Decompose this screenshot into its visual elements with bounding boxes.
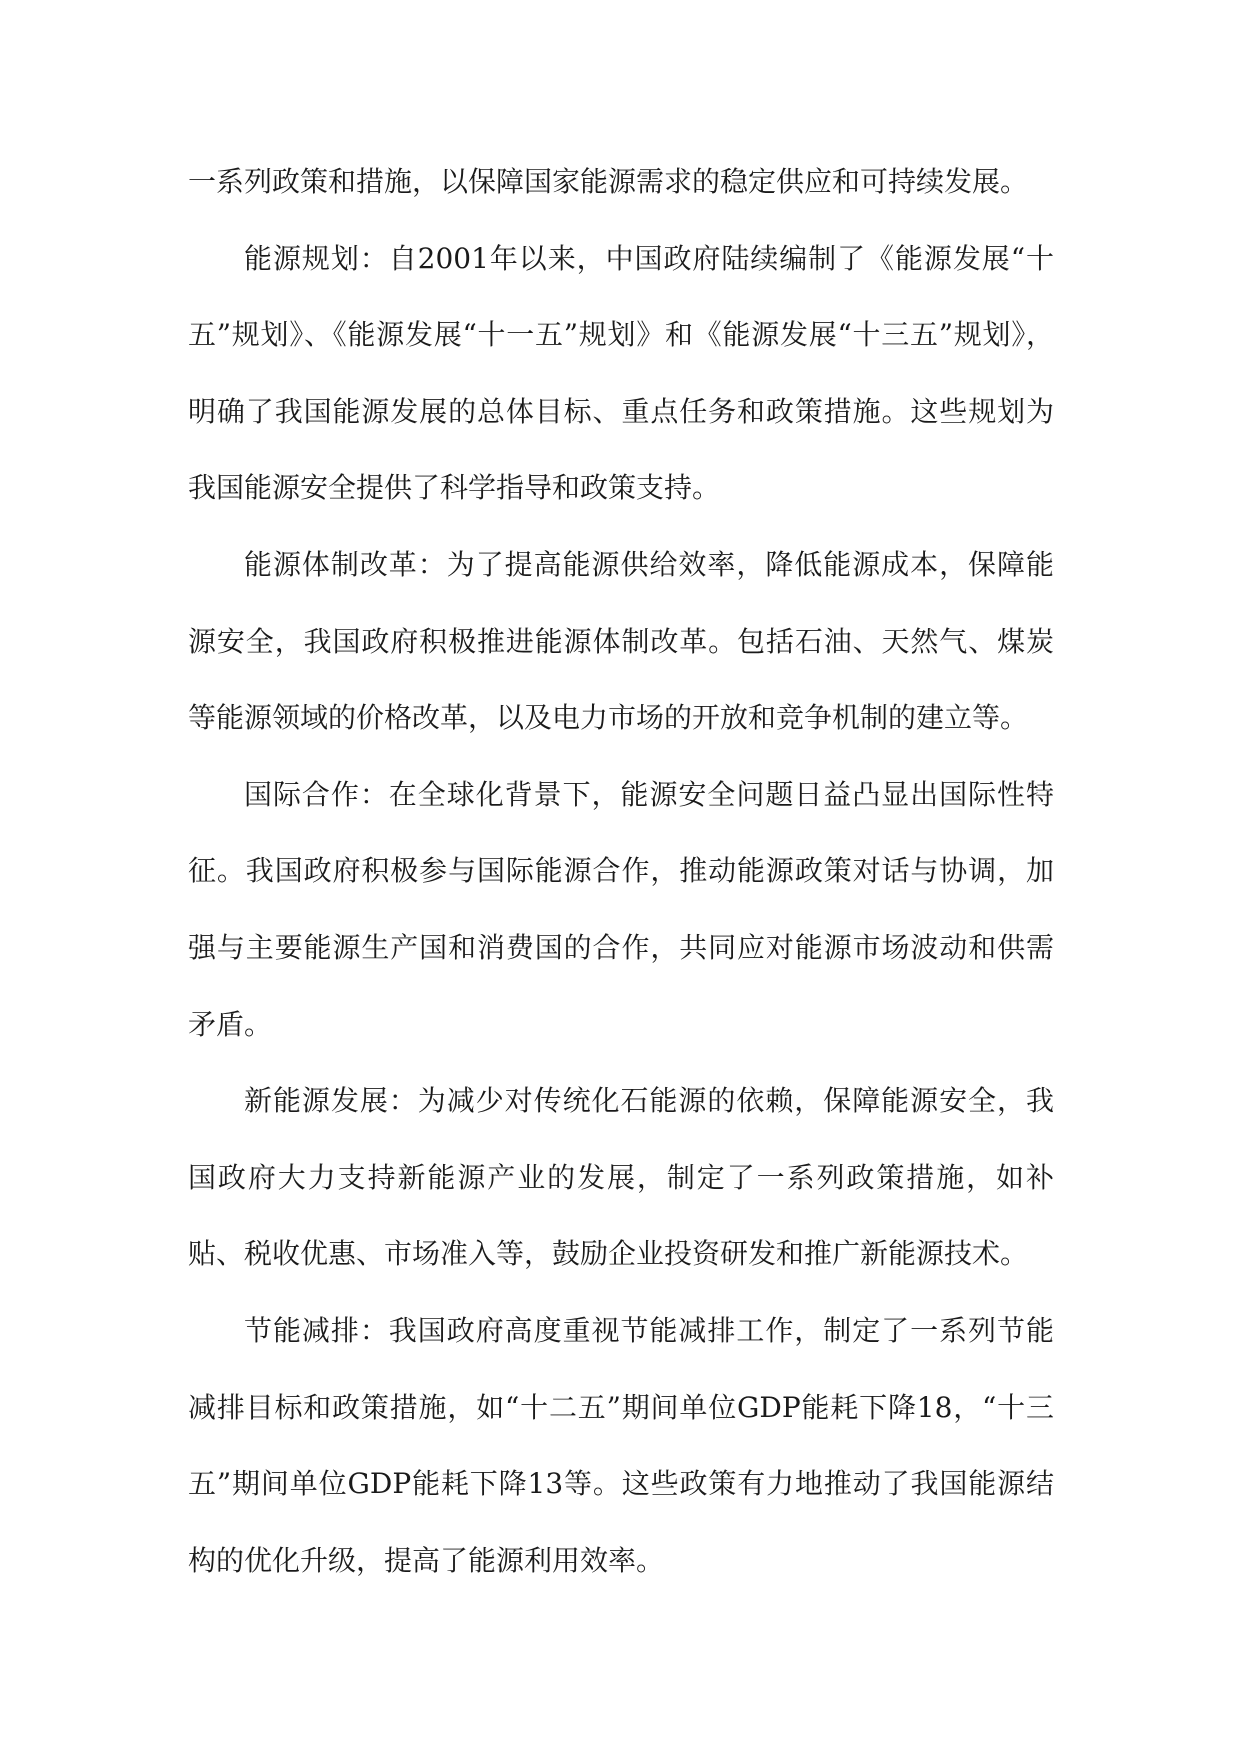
paragraph-continuation: 一系列政策和措施，以保障国家能源需求的稳定供应和可持续发展。 — [188, 165, 1029, 198]
paragraph-energy-planning: 能源规划：自2001年以来，中国政府陆续编制了《能源发展“十五”规划》、《能源发展“十一五”规划》和《能源发展“十三五”规划》，明确了我国能源发展的总体目标、重点任务和政策措施。这些规划为我国能源安全提供了科学指导和政策支持。 — [188, 241, 1054, 505]
document-body — [188, 144, 1054, 1599]
paragraph-new-energy: 新能源发展：为减少对传统化石能源的依赖，保障能源安全，我国政府大力支持新能源产业的发展，制定了一系列政策措施，如补贴、税收优惠、市场准入等，鼓励企业投资研发和推广新能源技术。 — [188, 1084, 1054, 1271]
paragraph-energy-reform: 能源体制改革：为了提高能源供给效率，降低能源成本，保障能源安全，我国政府积极推进能源体制改革。包括石油、天然气、煤炭等能源领域的价格改革，以及电力市场的开放和竞争机制的建立等。 — [188, 547, 1054, 735]
paragraph-international-cooperation: 国际合作：在全球化背景下，能源安全问题日益凸显出国际性特征。我国政府积极参与国际能源合作，推动能源政策对话与协调，加强与主要能源生产国和消费国的合作，共同应对能源市场波动和供需矛盾。 — [188, 777, 1054, 1041]
paragraph-energy-saving: 节能减排：我国政府高度重视节能减排工作，制定了一系列节能减排目标和政策措施，如“十二五”期间单位GDP能耗下降18，“十三五”期间单位GDP能耗下降13等。这些政策有力地推动了我国能源结构的优化升级，提高了能源利用效率。 — [188, 1313, 1054, 1577]
